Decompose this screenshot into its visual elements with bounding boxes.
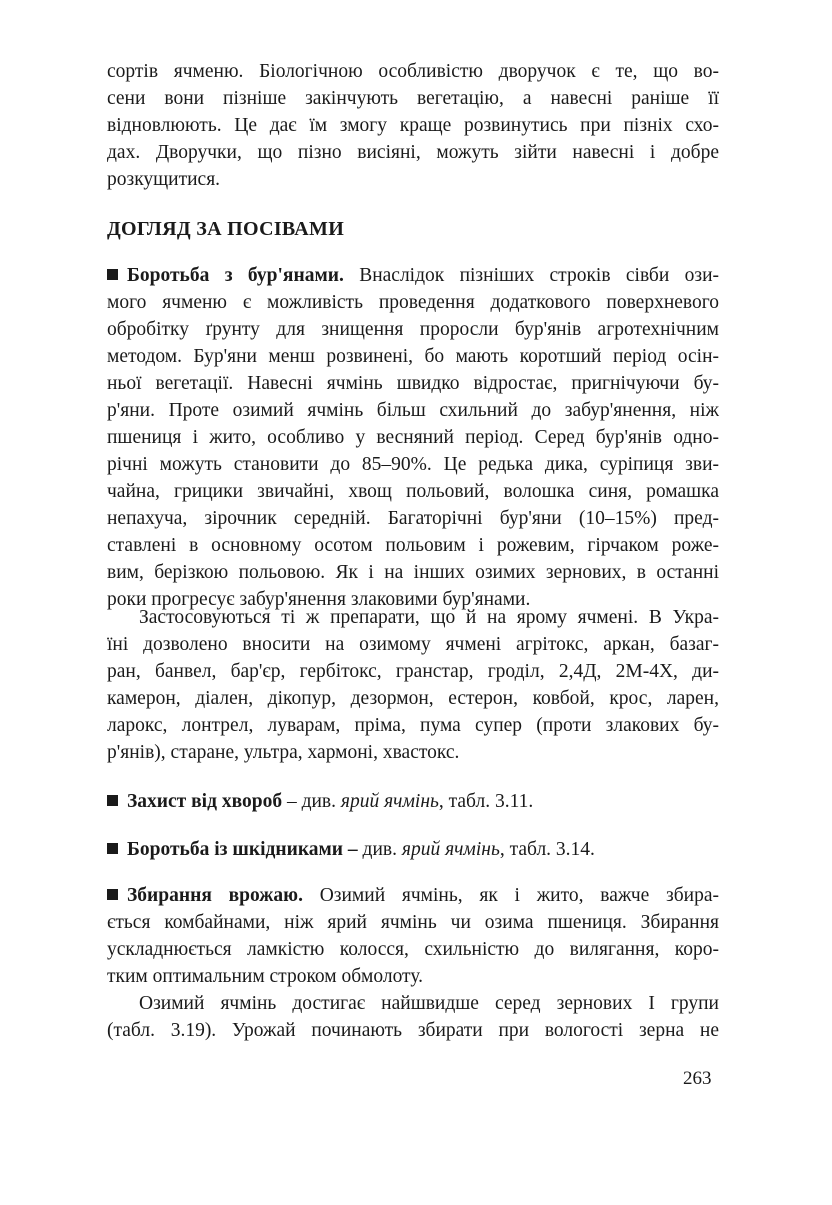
text-line: розкущитися. <box>107 169 221 190</box>
bullet-square-icon <box>107 889 118 900</box>
disease-paragraph <box>107 788 719 815</box>
text-line: сортів ячменю. Біологічною особливістю дворучок є те, що во- <box>107 61 719 82</box>
text-line: пшениця і жито, особливо у весняний період. Серед бур'янів одно- <box>107 427 719 448</box>
text-line: (табл. 3.19). Урожай починають збирати при вологості зерна не <box>107 1020 719 1041</box>
text-line: чайна, грицики звичайні, хвощ польовий, волошка синя, ромашка <box>107 481 719 502</box>
text-line <box>107 262 719 289</box>
text-line: методом. Бур'яни менш розвинені, бо мають коротший період осін- <box>107 346 719 367</box>
text-line: обробітку ґрунту для знищення проросли бур'янів агротехнічним <box>107 319 719 340</box>
bullet-square-icon <box>107 795 118 806</box>
cross-reference: ярий ячмінь <box>340 791 439 812</box>
text-fragment: див. <box>357 839 402 860</box>
intro-paragraph <box>107 58 719 193</box>
text-line: ран, банвел, бар'єр, гербітокс, гранстар, гроділ, 2,4Д, 2М-4Х, ди- <box>107 661 719 682</box>
text-line: тким оптимальним строком обмолоту. <box>107 966 423 987</box>
text-line: ється комбайнами, ніж ярий ячмінь чи озима пшениця. Збирання <box>107 912 719 933</box>
text-line: Озимий ячмінь достигає найшвидше серед зернових І групи <box>139 993 719 1014</box>
table-reference: , табл. 3.11. <box>438 791 534 812</box>
text-line: сени вони пізніше закінчують вегетацію, а навесні раніше її <box>107 88 719 109</box>
weeds-paragraph <box>107 262 719 613</box>
text-line: ускладнюється ламкістю колосся, схильністю до вилягання, коро- <box>107 939 719 960</box>
text-line: камерон, діален, дікопур, дезормон, естерон, ковбой, крос, ларен, <box>107 688 719 709</box>
section-heading: ДОГЛЯД ЗА ПОСІВАМИ <box>107 218 345 240</box>
herbicides-paragraph <box>107 604 719 766</box>
disease-title: Захист від хвороб <box>127 791 283 812</box>
text-line: дах. Дворучки, що пізно висіяні, можуть зійти навесні і добре <box>107 142 719 163</box>
text-fragment: – див. <box>282 791 341 812</box>
page-number: 263 <box>683 1068 712 1089</box>
harvest-paragraph <box>107 882 719 990</box>
text-line: їні дозволено вносити на озимому ячмені агрітокс, аркан, базаг- <box>107 634 719 655</box>
text-line <box>107 788 719 815</box>
text-line <box>107 836 719 863</box>
text-line: річні можуть становити до 85–90%. Це редька дика, суріпиця зви- <box>107 454 719 475</box>
text-line: мого ячменю є можливість проведення додаткового поверхневого <box>107 292 719 313</box>
cross-reference: ярий ячмінь <box>401 839 500 860</box>
harvest-title: Збирання врожаю. <box>127 885 303 906</box>
text-line <box>107 882 719 909</box>
pests-title: Боротьба із шкідниками – <box>127 839 358 860</box>
text-line: вим, берізкою польовою. Як і на інших озимих зернових, в останні <box>107 562 719 583</box>
text-fragment: Озимий ячмінь, як і жито, важче збира- <box>319 885 720 906</box>
text-line: р'яни. Проте озимий ячмінь більш схильний до забур'янення, ніж <box>107 400 719 421</box>
bullet-square-icon <box>107 269 118 280</box>
text-line: ставлені в основному осотом польовим і рожевим, гірчаком роже- <box>107 535 719 556</box>
text-fragment: Внаслідок пізніших строків сівби ози- <box>359 265 719 286</box>
text-line: р'янів), старане, ультра, хармоні, хвастокс. <box>107 742 460 763</box>
text-line: роки прогресує забур'янення злаковими бур'янами. <box>107 589 531 610</box>
text-line: непахуча, зірочник середній. Багаторічні бур'яни (10–15%) пред- <box>107 508 719 529</box>
harvest-paragraph-2 <box>107 990 719 1044</box>
text-line: відновлюють. Це дає їм змогу краще розвинутись при пізніх схо- <box>107 115 719 136</box>
weeds-title: Боротьба з бур'янами. <box>127 265 344 286</box>
pests-paragraph <box>107 836 719 863</box>
text-line: ньої вегетації. Навесні ячмінь швидко відростає, пригнічуючи бу- <box>107 373 719 394</box>
bullet-square-icon <box>107 843 118 854</box>
table-reference: , табл. 3.14. <box>499 839 595 860</box>
text-line: Застосовуються ті ж препарати, що й на ярому ячмені. В Укра- <box>139 607 719 628</box>
text-line: ларокс, лонтрел, луварам, пріма, пума супер (проти злакових бу- <box>107 715 719 736</box>
